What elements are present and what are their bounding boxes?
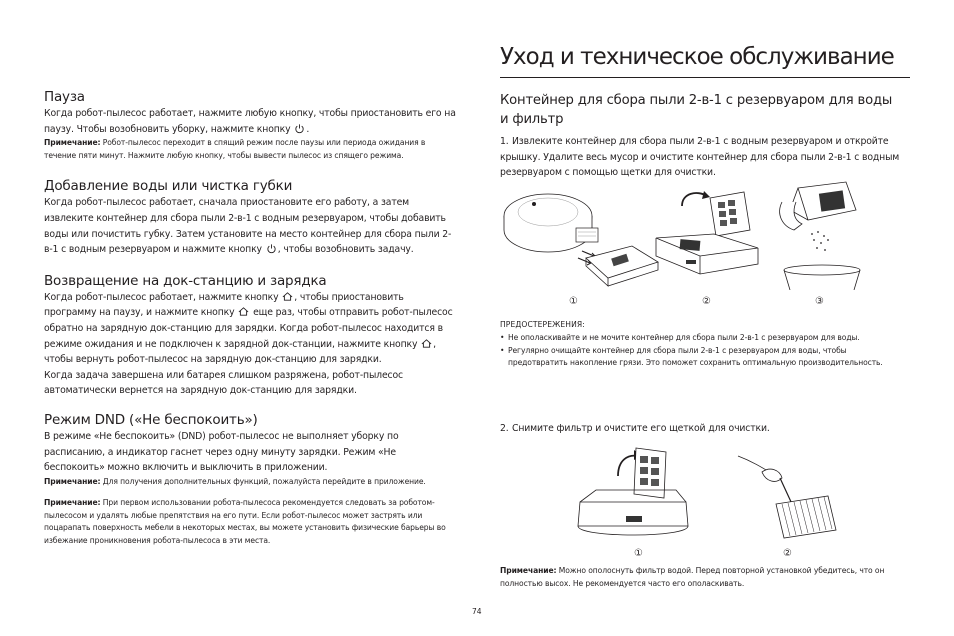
pause-note: Примечание: Робот-пылесос переходит в спящий режим после паузы или периода ожидания в течение пяти минут. Нажмите любую кнопку, чтобы вывести пылесос из спящего режима. xyxy=(44,138,426,160)
step-2: 2. Снимите фильтр и очистите его щеткой для очистки. xyxy=(500,423,770,434)
dock-heading: Возвращение на док-станцию и зарядка xyxy=(44,272,327,289)
warnings-list xyxy=(500,332,905,370)
fig2-brush-filter xyxy=(736,452,846,544)
fig2-remove-filter xyxy=(576,446,696,546)
power-icon xyxy=(294,123,305,134)
final-note: Примечание: При первом использовании робота-пылесоса рекомендуется следовать за роботом-пылесосом и удалять любые препятствия на его пути. Если робот-пылесос может застрять или поцарапать поверхность мебели в некоторых местах, вы можете установить физические барьеры во избежание проникновения робота-пылесоса в эти места. xyxy=(44,498,446,546)
dnd-body: В режиме «Не беспокоить» (DND) робот-пылесос не выполняет уборку по расписанию, а индикатор гаснет через одну минуту зарядки. Режим «Не беспокоить» можно включить и выключить в приложении. xyxy=(44,430,399,474)
fig1-robot-remove-bin xyxy=(500,188,670,288)
warning-item: • Не ополаскивайте и не мочите контейнер для сбора пыли 2-в-1 с резервуаром для воды. xyxy=(500,333,860,342)
fig1-label-2: ② xyxy=(702,296,711,307)
pause-body: Когда робот-пылесос работает, нажмите любую кнопку, чтобы приостановить его на паузу. Чтобы возобновить уборку, нажмите кнопку . xyxy=(44,108,456,135)
warning-item: • Регулярно очищайте контейнер для сбора пыли 2-в-1 с резервуаром для воды, чтобы предотвратить накопление грязи. Это поможет сохранить оптимальную производительность. xyxy=(500,345,883,368)
water-heading: Добавление воды или чистка губки xyxy=(44,178,293,195)
water-body: Когда робот-пылесос работает, сначала приостановите его работу, а затем извлеките контейнер для сбора пыли 2-в-1 с водным резервуаром, чтобы добавить воды или почистить губку. Затем установите на место контейнер для сбора пыли 2-в-1 с водным резервуаром и нажмите кнопку , чтобы возобновить задачу. xyxy=(44,197,452,256)
dock-body-2: Когда задача завершена или батарея слишком разряжена, робот-пылесос автоматически вернется на зарядную док-станцию для зарядки. xyxy=(44,369,403,397)
fig1-empty-bin xyxy=(768,180,868,290)
dnd-note: Примечание: Для получения дополнительных функций, пожалуйста перейдите в приложение. xyxy=(44,476,426,486)
dock-body: Когда робот-пылесос работает, нажмите кнопку , чтобы приостановить программу на паузу, и нажмите кнопку еще раз, чтобы отправить робот-пылесос обратно на зарядную док-станцию для зарядки. Когда робот-пылесос находится в режиме ожидания и не подключен к зарядной док-станции, нажмите кнопку , чтобы вернуть робот-пылесос на зарядную док-станцию для зарядки. xyxy=(44,291,453,366)
fig2-label-1: ① xyxy=(634,548,643,559)
warnings-title: ПРЕДОСТЕРЕЖЕНИЯ: xyxy=(500,320,585,329)
title-divider xyxy=(500,77,910,78)
page-number: 74 xyxy=(472,607,482,616)
left-column xyxy=(44,88,458,548)
dnd-heading: Режим DND («Не беспокоить») xyxy=(44,411,258,428)
fig1-label-1: ① xyxy=(569,296,578,307)
section-subtitle: Контейнер для сбора пыли 2-в-1 с резервуаром для воды и фильтр xyxy=(500,93,893,127)
page-title: Уход и техническое обслуживание xyxy=(500,44,894,70)
home-icon xyxy=(421,338,432,349)
home-icon xyxy=(282,291,293,302)
filter-note: Примечание: Можно ополоснуть фильтр водой. Перед повторной установкой убедитесь, что он полностью высох. Не рекомендуется часто его ополаскивать. xyxy=(500,566,885,588)
step-1: 1. Извлеките контейнер для сбора пыли 2-в-1 с водным резервуаром и откройте крышку. Удалите весь мусор и очистите контейнер для сбора пыли 2-в-1 с водным резервуаром с помощью щетки для очистки. xyxy=(500,136,900,179)
fig2-label-2: ② xyxy=(783,548,792,559)
power-icon xyxy=(266,243,277,254)
fig1-label-3: ③ xyxy=(815,296,824,307)
pause-heading: Пауза xyxy=(44,89,85,105)
fig1-open-bin xyxy=(652,188,762,288)
home-icon xyxy=(238,306,249,317)
